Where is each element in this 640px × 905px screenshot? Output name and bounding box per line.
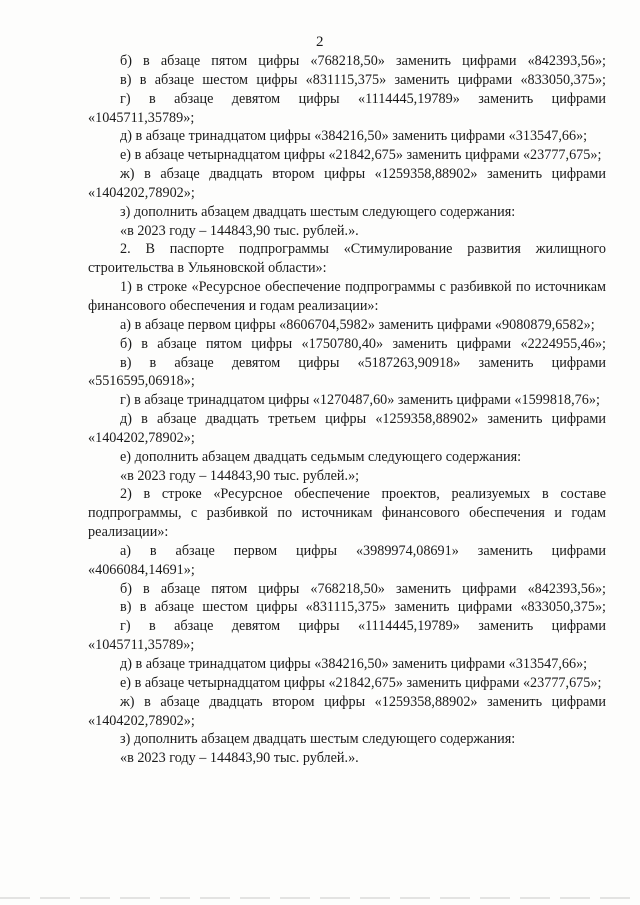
paragraph: «в 2023 году – 144843,90 тыс. рублей.». xyxy=(120,750,359,767)
paragraph: в) в абзаце шестом цифры «831115,375» заменить цифрами «833050,375»; xyxy=(120,599,606,616)
paragraph: а) в абзаце первом цифры «3989974,08691» заменить цифрами «4066084,14691»; xyxy=(88,542,606,578)
paragraph: «в 2023 году – 144843,90 тыс. рублей.». xyxy=(120,222,359,239)
paragraph: г) в абзаце девятом цифры «1114445,19789» заменить цифрами «1045711,35789»; xyxy=(88,618,606,654)
paragraph: в) в абзаце шестом цифры «831115,375» заменить цифрами «833050,375»; xyxy=(120,71,606,88)
page-number: 2 xyxy=(316,34,324,50)
paragraph: е) в абзаце четырнадцатом цифры «21842,675» заменить цифрами «23777,675»; xyxy=(120,674,602,691)
paragraph: д) в абзаце тринадцатом цифры «384216,50» заменить цифрами «313547,66»; xyxy=(120,656,588,672)
paragraph: з) дополнить абзацем двадцать шестым следующего содержания: xyxy=(120,203,516,220)
paragraph: ж) в абзаце двадцать втором цифры «1259358,88902» заменить цифрами «1404202,78902»; xyxy=(88,693,606,729)
paragraph: г) в абзаце девятом цифры «1114445,19789» заменить цифрами «1045711,35789»; xyxy=(88,90,606,126)
paragraph: 1) в строке «Ресурсное обеспечение подпрограммы с разбивкой по источникам финансового обеспечения и годам реализации»: xyxy=(88,279,606,314)
paragraph: д) в абзаце двадцать третьем цифры «1259358,88902» заменить цифрами «1404202,78902»; xyxy=(88,411,606,446)
paragraph: д) в абзаце тринадцатом цифры «384216,50» заменить цифрами «313547,66»; xyxy=(120,128,588,145)
paragraph: е) в абзаце четырнадцатом цифры «21842,675» заменить цифрами «23777,675»; xyxy=(120,147,602,164)
paragraph: 2. В паспорте подпрограммы «Стимулирование развития жилищного строительства в Ульяновской области»: xyxy=(88,241,606,277)
paragraph: б) в абзаце пятом цифры «768218,50» заменить цифрами «842393,56»; xyxy=(120,53,606,69)
paragraph: «в 2023 году – 144843,90 тыс. рублей.»; xyxy=(120,467,360,484)
paragraph: ж) в абзаце двадцать втором цифры «1259358,88902» заменить цифрами «1404202,78902»; xyxy=(88,166,606,201)
paragraph: в) в абзаце девятом цифры «5187263,90918» заменить цифрами «5516595,06918»; xyxy=(88,354,606,390)
paragraph: 2) в строке «Ресурсное обеспечение проектов, реализуемых в составе подпрограммы, с разбивкой по источникам финансового обеспечения и годам реализации»: xyxy=(88,486,606,541)
document-body xyxy=(88,52,606,768)
paragraph: б) в абзаце пятом цифры «768218,50» заменить цифрами «842393,56»; xyxy=(120,580,606,597)
paragraph: а) в абзаце первом цифры «8606704,5982» заменить цифрами «9080879,6582»; xyxy=(120,316,595,333)
paragraph: г) в абзаце тринадцатом цифры «1270487,60» заменить цифрами «1599818,76»; xyxy=(120,392,600,409)
paragraph: б) в абзаце пятом цифры «1750780,40» заменить цифрами «2224955,46»; xyxy=(120,335,606,352)
paragraph: е) дополнить абзацем двадцать седьмым следующего содержания: xyxy=(120,448,522,465)
scan-edge-artifact xyxy=(0,897,640,899)
paragraph: з) дополнить абзацем двадцать шестым следующего содержания: xyxy=(120,731,516,748)
